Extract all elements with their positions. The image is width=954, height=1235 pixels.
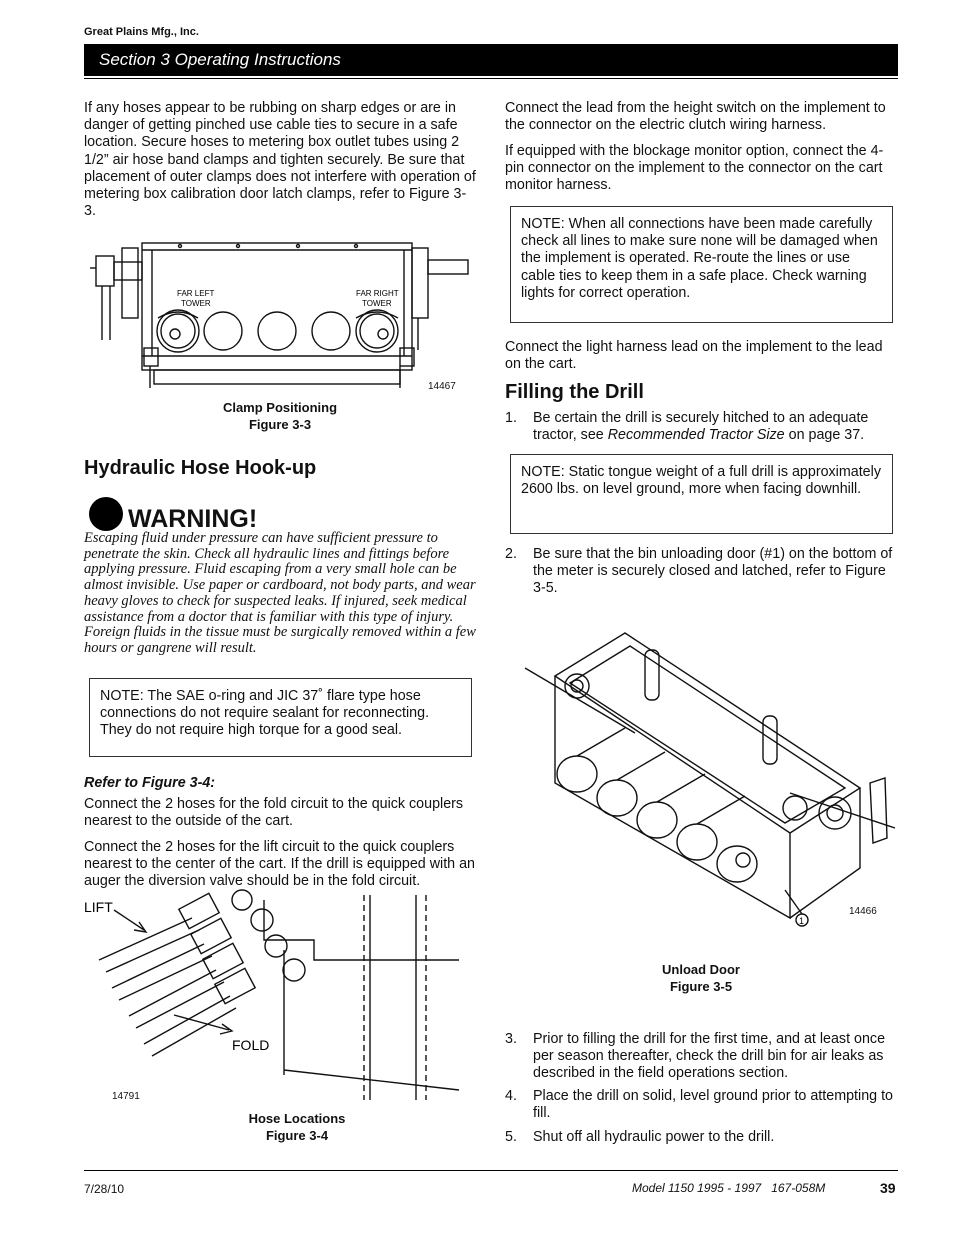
refer-figure-3-4: Refer to Figure 3-4: bbox=[84, 775, 216, 791]
list-item-number: 2. bbox=[505, 546, 517, 562]
list-item-number: 5. bbox=[505, 1129, 517, 1145]
section-header-bar bbox=[84, 44, 898, 76]
figure-3-5-caption-number: Figure 3-5 bbox=[669, 979, 733, 994]
footer-model: Model 1150 1995 - 1997 167-058M bbox=[632, 1181, 826, 1195]
item1-text-a: Be certain the drill is securely hitched to an adequate tractor, see bbox=[533, 410, 869, 444]
figure-3-3-drawing bbox=[88, 238, 470, 398]
lift-circuit-paragraph: Connect the 2 hoses for the lift circuit to the quick couplers nearest to the center of the cart. If the drill is equipped with an auger the diversion valve should be in the fold circuit. bbox=[84, 839, 476, 890]
hydraulic-heading: Hydraulic Hose Hook-up bbox=[84, 457, 317, 479]
note-connections: NOTE: When all connections have been made carefully check all lines to make sure none will be damaged when the implement is operated. Re-route the lines or use cable ties to keep them in a safe place. Check warning lights for correct operation. bbox=[510, 206, 893, 323]
figure-3-3-label-left-2: TOWER bbox=[181, 299, 211, 308]
figure-3-3-label-left-1: FAR LEFT bbox=[177, 289, 215, 298]
footer-rule bbox=[84, 1170, 898, 1171]
list-item-text: Place the drill on solid, level ground prior to attempting to fill. bbox=[533, 1088, 894, 1122]
blockage-monitor-paragraph: If equipped with the blockage monitor option, connect the 4-pin connector on the implement to the connector on the cart monitor harness. bbox=[505, 143, 884, 194]
list-item bbox=[505, 1031, 897, 1083]
list-item-text bbox=[533, 410, 898, 444]
figure-3-3-label-right-1: FAR RIGHT bbox=[356, 289, 399, 298]
figure-3-4-drawing bbox=[84, 890, 470, 1105]
list-item-text: Prior to filling the drill for the first time, and at least once per season thereafter, check the drill bin for air leaks as described in the field operations section. bbox=[533, 1031, 886, 1082]
header-rule bbox=[84, 78, 898, 79]
page-number: 39 bbox=[880, 1180, 896, 1196]
figure-3-4-caption-title: Hose Locations bbox=[248, 1111, 346, 1126]
list-item-text: Be sure that the bin unloading door (#1) on the bottom of the meter is securely closed and latched, refer to Figure 3-5. bbox=[533, 546, 893, 597]
figure-3-4-caption-number: Figure 3-4 bbox=[265, 1128, 329, 1143]
filling-heading: Filling the Drill bbox=[505, 381, 644, 403]
figure-3-3-label-right-2: TOWER bbox=[362, 299, 392, 308]
figure-3-4-number: 14791 bbox=[112, 1091, 140, 1102]
note-sae-oring: NOTE: The SAE o-ring and JIC 37˚ flare type hose connections do not require sealant for reconnecting. They do not require high torque for a good seal. bbox=[89, 678, 472, 757]
fold-circuit-paragraph: Connect the 2 hoses for the fold circuit to the quick couplers nearest to the outside of the cart. bbox=[84, 796, 464, 830]
list-item bbox=[505, 546, 897, 598]
item1-text-c: on page 37. bbox=[784, 427, 865, 444]
list-item-number: 4. bbox=[505, 1088, 517, 1104]
section-title: Section 3 Operating Instructions bbox=[99, 50, 341, 69]
list-item-number: 1. bbox=[505, 410, 517, 426]
figure-3-5-callout: 1 bbox=[799, 916, 805, 926]
figure-3-5-drawing bbox=[515, 628, 900, 928]
figure-3-5-number: 14466 bbox=[849, 906, 877, 917]
figure-3-4-label-lift: LIFT bbox=[84, 899, 113, 915]
note-tongue-weight: NOTE: Static tongue weight of a full drill is approximately 2600 lbs. on level ground, more when facing downhill. bbox=[510, 454, 893, 534]
figure-3-5-caption-title: Unload Door bbox=[662, 962, 740, 977]
figure-3-3-caption-title: Clamp Positioning bbox=[222, 400, 338, 415]
light-harness-paragraph: Connect the light harness lead on the implement to the lead on the cart. bbox=[505, 339, 883, 373]
list-item bbox=[505, 1129, 897, 1147]
item1-text-italic: Recommended Tractor Size bbox=[607, 427, 785, 444]
list-item-text: Shut off all hydraulic power to the drill. bbox=[533, 1129, 775, 1145]
figure-3-3-caption-number: Figure 3-3 bbox=[248, 417, 312, 432]
list-item bbox=[505, 410, 897, 446]
company-name: Great Plains Mfg., Inc. bbox=[84, 26, 199, 38]
warning-title: WARNING! bbox=[128, 505, 258, 533]
figure-3-4-label-fold: FOLD bbox=[232, 1037, 270, 1053]
warning-icon bbox=[88, 496, 124, 532]
list-item-number: 3. bbox=[505, 1031, 517, 1047]
list-item bbox=[505, 1088, 897, 1124]
warning-text: Escaping fluid under pressure can have sufficient pressure to penetrate the skin. Check all hydraulic lines and fittings before applying pressure. Fluid escaping from a very small hole can be almost invisible. Use paper or cardboard, not body parts, and wear heavy gloves to check for suspected leaks. If injured, seek medical assistance from a doctor that is familiar with this type of injury. Foreign fluids in the tissue must be surgically removed within a few hours or gangrene will result. bbox=[84, 530, 476, 656]
height-switch-paragraph: Connect the lead from the height switch on the implement to the connector on the electric clutch wiring harness. bbox=[505, 100, 886, 134]
figure-3-3-number: 14467 bbox=[428, 381, 456, 392]
intro-paragraph: If any hoses appear to be rubbing on sharp edges or are in danger of getting pinched use cable ties to secure in a safe location. Secure hoses to metering box outlet tubes using 2 1/2” air hose band clamps and tighten securely. Be sure that placement of outer clamps does not interfere with operation of metering box calibration door latch clamps, refer to Figure 3-3. bbox=[84, 100, 476, 220]
footer-date: 7/28/10 bbox=[84, 1182, 125, 1196]
